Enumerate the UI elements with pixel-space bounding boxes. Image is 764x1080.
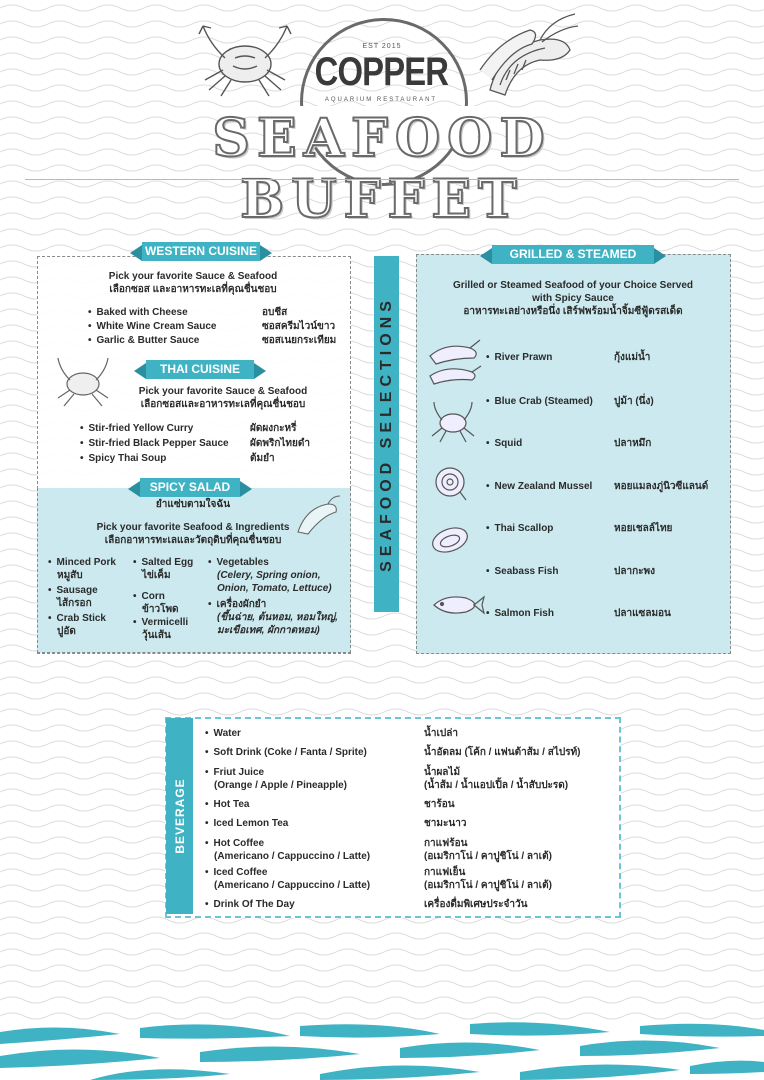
shrimp-illustration-icon — [470, 10, 580, 105]
beverage-item-th-detail: (อเมริกาโน่ / คาปูชิโน่ / ลาเต้) — [424, 880, 552, 891]
western-item-en: • Garlic & Butter Sauce — [88, 334, 199, 347]
spicy-col1-th: หมูสับ — [57, 570, 83, 581]
thai-cuisine-ribbon: THAI CUISINE — [146, 360, 254, 379]
western-cuisine-ribbon: WESTERN CUISINE — [142, 242, 260, 261]
grilled-item-en: • Seabass Fish — [486, 565, 558, 578]
spicy-salad-ribbon: SPICY SALAD — [140, 478, 240, 497]
grilled-steamed-ribbon: GRILLED & STEAMED — [492, 245, 654, 264]
brand-subtitle: AQUARIUM RESTAURANT — [324, 97, 438, 103]
beverage-item-th-detail: (น้ำส้ม / น้ำแอปเปิ้ล / น้ำสับปะรด) — [424, 780, 569, 791]
brand-logo: COPPER — [314, 50, 449, 94]
seafood-selections-label-wrap — [374, 256, 399, 612]
beverage-item-en: • Iced Coffee — [205, 866, 267, 879]
grilled-item-th: กุ้งแม่น้ำ — [614, 352, 651, 363]
beverage-item-en: • Water — [205, 727, 241, 740]
grilled-item-en: • Thai Scallop — [486, 522, 553, 535]
beverage-item-th: กาแฟเย็น — [424, 867, 466, 878]
spicy-col2-en: • Vermicelli — [133, 616, 188, 629]
thai-intro-en: Pick your favorite Sauce & Seafood — [138, 386, 308, 397]
grilled-item-th: ปลากะพง — [614, 566, 655, 577]
beverage-item-th: น้ำเปล่า — [424, 728, 458, 739]
thai-item-th: ต้มยำ — [250, 453, 275, 464]
beverage-item-en: • Soft Drink (Coke / Fanta / Sprite) — [205, 746, 367, 759]
header-divider — [25, 179, 739, 180]
western-item-en: • White Wine Cream Sauce — [88, 320, 216, 333]
grilled-item-th: หอยเชลล์ไทย — [614, 523, 673, 534]
spicy-col1-en: • Sausage — [48, 584, 98, 597]
grilled-intro-th: อาหารทะเลย่างหรือนึ่ง เสิร์ฟพร้อมน้ำจิ้มซีฟู้ดรสเด็ด — [463, 306, 683, 317]
spicy-intro-en: Pick your favorite Seafood & Ingredients — [96, 522, 290, 533]
grilled-item-en: • Blue Crab (Steamed) — [486, 395, 593, 408]
beverage-item-th-detail: (อเมริกาโน่ / คาปูชิโน่ / ลาเต้) — [424, 851, 552, 862]
spicy-col1-en: • Minced Pork — [48, 556, 116, 569]
western-intro-en: Pick your favorite Sauce & Seafood — [108, 271, 278, 282]
footer-stripes — [0, 1022, 764, 1080]
spicy-col2-en: • Corn — [133, 590, 165, 603]
western-item-th: ซอสเนยกระเทียม — [262, 335, 337, 346]
beverage-item-th: กาแฟร้อน — [424, 838, 468, 849]
grilled-item-en: • Squid — [486, 437, 522, 450]
western-item-th: ซอสครีมไวน์ขาว — [262, 321, 336, 332]
beverage-item-en: • Iced Lemon Tea — [205, 817, 288, 830]
beverage-item-th: เครื่องดื่มพิเศษประจำวัน — [424, 899, 528, 910]
thai-item-en: • Spicy Thai Soup — [80, 452, 166, 465]
spicy-veg-th-title: • เครื่องผักยำ — [208, 598, 266, 611]
western-item-en: • Baked with Cheese — [88, 306, 188, 319]
spicy-intro-th: เลือกอาหารทะเลและวัตถุดิบที่คุณชื่นชอบ — [104, 535, 282, 546]
spicy-col2-th: ไข่เค็ม — [142, 570, 171, 581]
thai-item-th: ผัดผงกะหรี่ — [250, 423, 297, 434]
crab-icon — [428, 398, 478, 444]
beverage-item-th: ชามะนาว — [424, 818, 467, 829]
grilled-item-th: หอยแมลงภู่นิวซีแลนด์ — [614, 481, 709, 492]
spicy-col2-th: ข้าวโพด — [142, 604, 179, 615]
thai-item-en: • Stir-fried Black Pepper Sauce — [80, 437, 229, 450]
crab-illustration-icon — [195, 14, 295, 100]
beverage-item-en-detail: (Orange / Apple / Pineapple) — [214, 780, 347, 791]
spicy-col2-th: วุ้นเส้น — [142, 630, 171, 641]
prawn-icon — [426, 336, 482, 388]
beverage-item-en: • Hot Coffee — [205, 837, 264, 850]
page-title: SEAFOOD BUFFET — [212, 108, 552, 230]
salmon-icon — [430, 592, 486, 618]
grilled-item-th: ปูม้า (นึ่ง) — [614, 396, 654, 407]
western-intro-th: เลือกซอส และอาหารทะเลที่คุณชื่นชอบ — [109, 284, 277, 295]
beverage-item-th: น้ำผลไม้ — [424, 767, 461, 778]
western-item-th: อบชีส — [262, 307, 288, 318]
seafood-selections-label: SEAFOOD SELECTIONS — [377, 296, 395, 572]
grilled-item-en: • Salmon Fish — [486, 607, 554, 620]
squid-icon — [430, 462, 470, 504]
beverage-label: BEVERAGE — [172, 778, 187, 854]
spicy-veg-th-detail: (ขึ้นฉ่าย, ต้นหอม, หอมใหญ่, มะเขือเทศ, ผักกาดหอม) — [217, 612, 338, 636]
beverage-item-th: น้ำอัดลม (โค้ก / แฟนต้าส้ม / สไปรท์) — [424, 747, 581, 758]
mussel-icon — [428, 522, 472, 558]
grilled-item-en: • River Prawn — [486, 351, 552, 364]
beverage-item-en: • Drink Of The Day — [205, 898, 295, 911]
spicy-veg-detail: (Celery, Spring onion, Onion, Tomato, Lettuce) — [217, 570, 332, 594]
thai-item-en: • Stir-fried Yellow Curry — [80, 422, 193, 435]
beverage-item-en-detail: (Americano / Cappuccino / Latte) — [214, 851, 371, 862]
spicy-col1-th: ปูอัด — [57, 626, 76, 637]
spicy-subtitle-th: ยำแซ่บตามใจฉัน — [155, 499, 231, 510]
thai-intro-th: เลือกซอสและอาหารทะเลที่คุณชื่นชอบ — [140, 399, 306, 410]
beverage-item-th: ชาร้อน — [424, 799, 455, 810]
beverage-item-en: • Hot Tea — [205, 798, 249, 811]
thai-item-th: ผัดพริกไทยดำ — [250, 438, 310, 449]
grilled-item-th: ปลาหมึก — [614, 438, 652, 449]
beverage-item-en-detail: (Americano / Cappuccino / Latte) — [214, 880, 371, 891]
beverage-item-en: • Friut Juice — [205, 766, 264, 779]
spicy-col1-th: ไส้กรอก — [57, 598, 92, 609]
grilled-intro-en: Grilled or Steamed Seafood of your Choice Served with Spicy Sauce — [452, 280, 694, 304]
logo-est: EST 2015 — [362, 43, 402, 50]
grilled-item-th: ปลาแซลมอน — [614, 608, 671, 619]
spicy-veg-title: • Vegetables — [208, 556, 269, 569]
grilled-item-en: • New Zealand Mussel — [486, 480, 592, 493]
spicy-col1-en: • Crab Stick — [48, 612, 106, 625]
beverage-label-wrap — [166, 718, 193, 914]
spicy-col2-en: • Salted Egg — [133, 556, 193, 569]
